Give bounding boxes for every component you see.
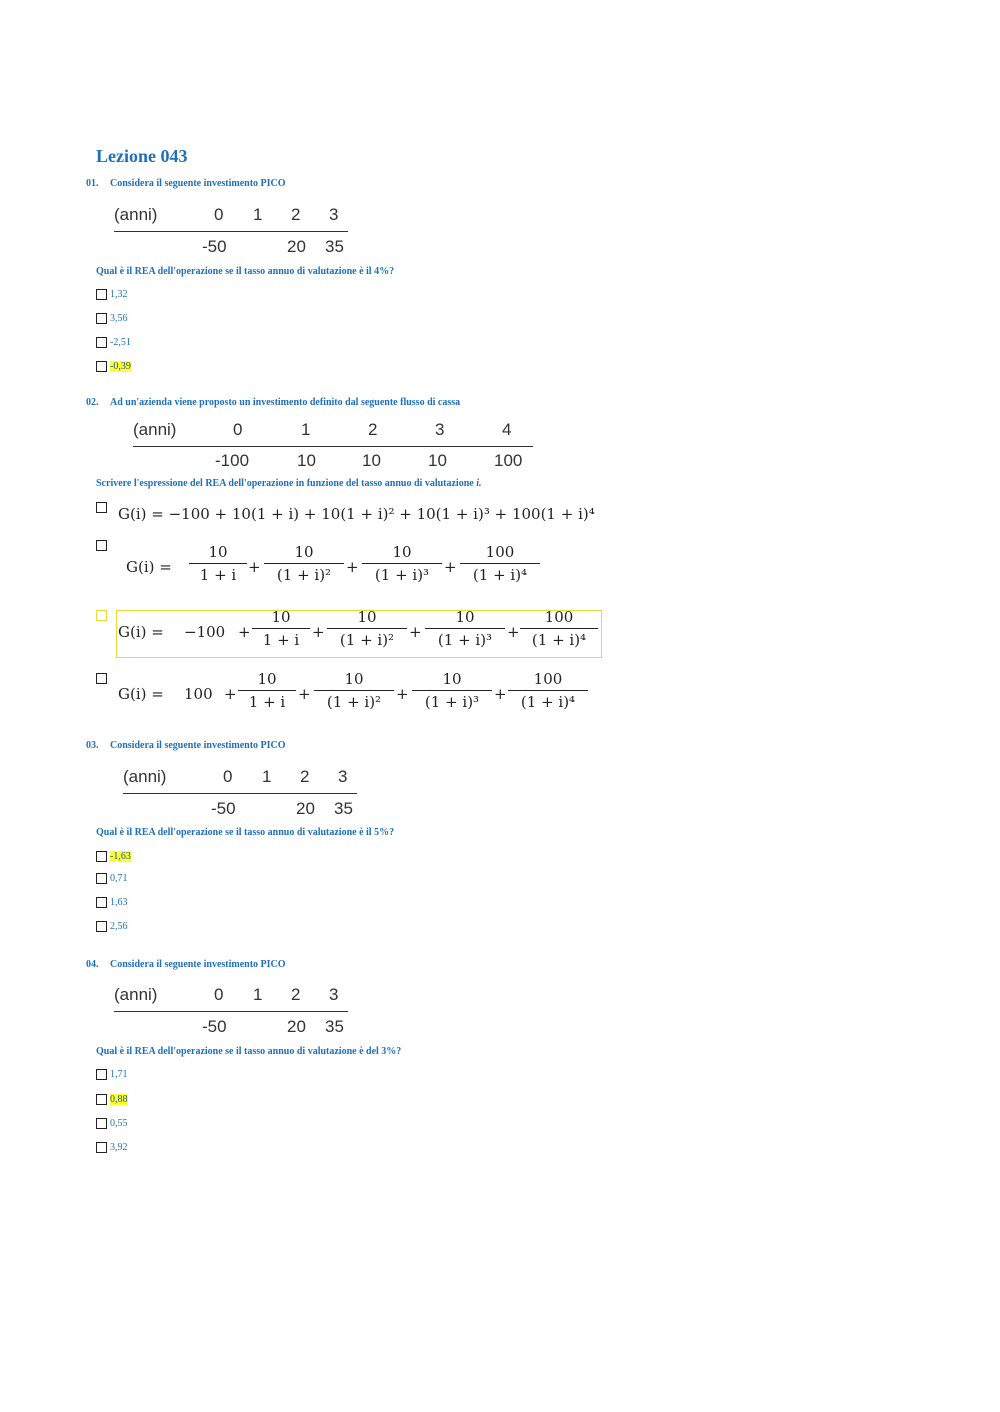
question-02-option-b-checkbox[interactable] bbox=[96, 540, 107, 551]
checkbox[interactable] bbox=[96, 361, 107, 372]
year-cell: 1 bbox=[253, 985, 263, 1004]
question-04-prompt: Qual è il REA dell'operazione se il tasso annuo di valutazione è del 3%? bbox=[96, 1046, 402, 1057]
question-02-formula-d: G(i) = 100 + 10 1 + i + 10 (1 + i)² + 10 (1 + i)³ + 100 (1 + i)⁴ bbox=[118, 670, 598, 720]
question-01-heading: 01. Considera il seguente investimento PICO bbox=[86, 178, 286, 189]
fraction: 10 (1 + i)² bbox=[327, 608, 407, 649]
question-03-option[interactable]: 2,56 bbox=[96, 919, 128, 933]
flow-cell: 20 bbox=[296, 799, 315, 818]
flow-cell: 35 bbox=[334, 799, 353, 818]
question-01-prompt: Qual è il REA dell'operazione se il tasso annuo di valutazione è il 4%? bbox=[96, 266, 395, 277]
flow-cell: -100 bbox=[215, 451, 250, 470]
question-04-option[interactable]: 3,92 bbox=[96, 1140, 128, 1154]
fraction: 10 (1 + i)² bbox=[264, 543, 344, 584]
question-02-heading: 02. Ad un'azienda viene proposto un investimento definito dal seguente flusso di cassa bbox=[86, 397, 461, 408]
document-page: Lezione 043 01. Considera il seguente investimento PICO (anni) 0 1 2 3 -50 20 35 Qual è il REA dell'operazione se il tasso annuo di valutazione è il 4%? 1,32 3,56 -2,51 -0,39 02. Ad un'azienda viene proposto un investimento definito dal seguente flusso di cassa (anni) 0 1 2 3 4 -100 10 10 10 100 Scrivere l'espressione del REA dell'operazione in funzione del tasso annuo di valutazione i. G(i) = −100 + 10(1 + i) + 10(1 + i)² + 10(1 + i)³ + 100(1 + i)⁴ G(i) = 10 1 + i + 10 (1 + i)² + 10 (1 + i)³ + 100 (1 + i)⁴ G(i) = −100 + 10 1 + i + 10 (1 + i)² + 10 (1 + i)³ + 100 (1 + i)⁴ G(i) = 100 + 10 1 + i + 10 (1 + i)² + 10 (1 + i)³ + 100 (1 + i)⁴ 03. Considera il seguente investimento PICO (anni) 0 1 2 3 -50 20 35 Qual è il REA dell'operazione se il tasso annuo di valutazione è il 5%? -1,63 0,71 1,63 2,56 04. Considera il seguente investimento PICO (anni) 0 1 2 3 -50 20 35 Qual è il REA dell'operazione se il tasso annuo di valutazione è del 3%? 1,71 0,88 0,55 3,92 bbox=[0, 0, 1000, 1412]
checkbox[interactable] bbox=[96, 873, 107, 884]
table-divider bbox=[123, 793, 357, 794]
question-02-prompt: Scrivere l'espressione del REA dell'operazione in funzione del tasso annuo di valutazione i. bbox=[96, 478, 482, 489]
checkbox[interactable] bbox=[96, 897, 107, 908]
year-cell: 2 bbox=[300, 767, 310, 786]
question-04-option-highlighted[interactable]: 0,88 bbox=[96, 1092, 128, 1106]
checkbox[interactable] bbox=[96, 1094, 107, 1105]
fraction: 10 (1 + i)³ bbox=[412, 670, 492, 711]
flow-cell: 10 bbox=[362, 451, 381, 470]
question-03-option[interactable]: 0,71 bbox=[96, 871, 128, 885]
fraction: 10 1 + i bbox=[252, 608, 310, 649]
table-divider bbox=[114, 231, 348, 232]
year-cell: 3 bbox=[338, 767, 348, 786]
fraction: 100 (1 + i)⁴ bbox=[520, 608, 598, 649]
year-cell: 4 bbox=[502, 420, 512, 439]
table-divider bbox=[133, 446, 533, 447]
checkbox[interactable] bbox=[96, 289, 107, 300]
question-03-cashflow-table bbox=[123, 767, 363, 822]
fraction: 100 (1 + i)⁴ bbox=[460, 543, 540, 584]
flow-cell: 10 bbox=[428, 451, 447, 470]
flow-cell: 35 bbox=[325, 237, 344, 256]
question-04-option[interactable]: 0,55 bbox=[96, 1116, 128, 1130]
year-cell: 3 bbox=[329, 985, 339, 1004]
question-04-option[interactable]: 1,71 bbox=[96, 1067, 128, 1081]
flow-cell: -50 bbox=[211, 799, 236, 818]
question-02-option-c-checkbox[interactable] bbox=[96, 610, 107, 621]
question-04-heading: 04. Considera il seguente investimento PICO bbox=[86, 959, 286, 970]
table-divider bbox=[114, 1011, 348, 1012]
question-03-option-highlighted[interactable]: -1,63 bbox=[96, 849, 131, 863]
year-cell: 3 bbox=[435, 420, 445, 439]
checkbox[interactable] bbox=[96, 1069, 107, 1080]
fraction: 100 (1 + i)⁴ bbox=[508, 670, 588, 711]
checkbox[interactable] bbox=[96, 921, 107, 932]
flow-cell: 20 bbox=[287, 237, 306, 256]
fraction: 10 1 + i bbox=[238, 670, 296, 711]
flow-cell: 20 bbox=[287, 1017, 306, 1036]
question-02-formula-b: G(i) = 10 1 + i + 10 (1 + i)² + 10 (1 + i)³ + 100 (1 + i)⁴ bbox=[126, 543, 546, 593]
question-04-cashflow-table bbox=[114, 985, 354, 1040]
fraction: 10 (1 + i)³ bbox=[425, 608, 505, 649]
flow-cell: 100 bbox=[494, 451, 523, 470]
question-02-option-d-checkbox[interactable] bbox=[96, 673, 107, 684]
question-02-option-a-checkbox[interactable] bbox=[96, 502, 107, 513]
flow-cell: -50 bbox=[202, 1017, 227, 1036]
question-01-option[interactable]: 3,56 bbox=[96, 311, 128, 325]
question-02-cashflow-table bbox=[133, 420, 543, 475]
year-cell: 2 bbox=[368, 420, 378, 439]
flow-cell: -50 bbox=[202, 237, 227, 256]
question-03-prompt: Qual è il REA dell'operazione se il tasso annuo di valutazione è il 5%? bbox=[96, 827, 395, 838]
checkbox[interactable] bbox=[96, 1118, 107, 1129]
flow-cell: 10 bbox=[297, 451, 316, 470]
question-01-option[interactable]: -2,51 bbox=[96, 335, 131, 349]
year-cell: 0 bbox=[223, 767, 233, 786]
table-label: (anni) bbox=[114, 205, 158, 224]
question-02-formula-c: G(i) = −100 + 10 1 + i + 10 (1 + i)² + 10 (1 + i)³ + 100 (1 + i)⁴ bbox=[118, 608, 598, 658]
year-cell: 1 bbox=[301, 420, 311, 439]
checkbox[interactable] bbox=[96, 1142, 107, 1153]
year-cell: 0 bbox=[214, 205, 224, 224]
question-01-option-highlighted[interactable]: -0,39 bbox=[96, 359, 131, 373]
question-01-option[interactable]: 1,32 bbox=[96, 287, 128, 301]
year-cell: 0 bbox=[214, 985, 224, 1004]
year-cell: 1 bbox=[253, 205, 263, 224]
table-label: (anni) bbox=[114, 985, 158, 1004]
checkbox[interactable] bbox=[96, 313, 107, 324]
year-cell: 2 bbox=[291, 205, 301, 224]
lesson-title: Lezione 043 bbox=[96, 146, 188, 166]
fraction: 10 1 + i bbox=[189, 543, 247, 584]
year-cell: 3 bbox=[329, 205, 339, 224]
fraction: 10 (1 + i)³ bbox=[362, 543, 442, 584]
year-cell: 2 bbox=[291, 985, 301, 1004]
checkbox[interactable] bbox=[96, 337, 107, 348]
year-cell: 0 bbox=[233, 420, 243, 439]
checkbox[interactable] bbox=[96, 851, 107, 862]
table-label: (anni) bbox=[133, 420, 177, 439]
question-03-option[interactable]: 1,63 bbox=[96, 895, 128, 909]
flow-cell: 35 bbox=[325, 1017, 344, 1036]
question-01-cashflow-table bbox=[114, 205, 354, 260]
question-03-heading: 03. Considera il seguente investimento PICO bbox=[86, 740, 286, 751]
fraction: 10 (1 + i)² bbox=[314, 670, 394, 711]
table-label: (anni) bbox=[123, 767, 167, 786]
year-cell: 1 bbox=[262, 767, 272, 786]
